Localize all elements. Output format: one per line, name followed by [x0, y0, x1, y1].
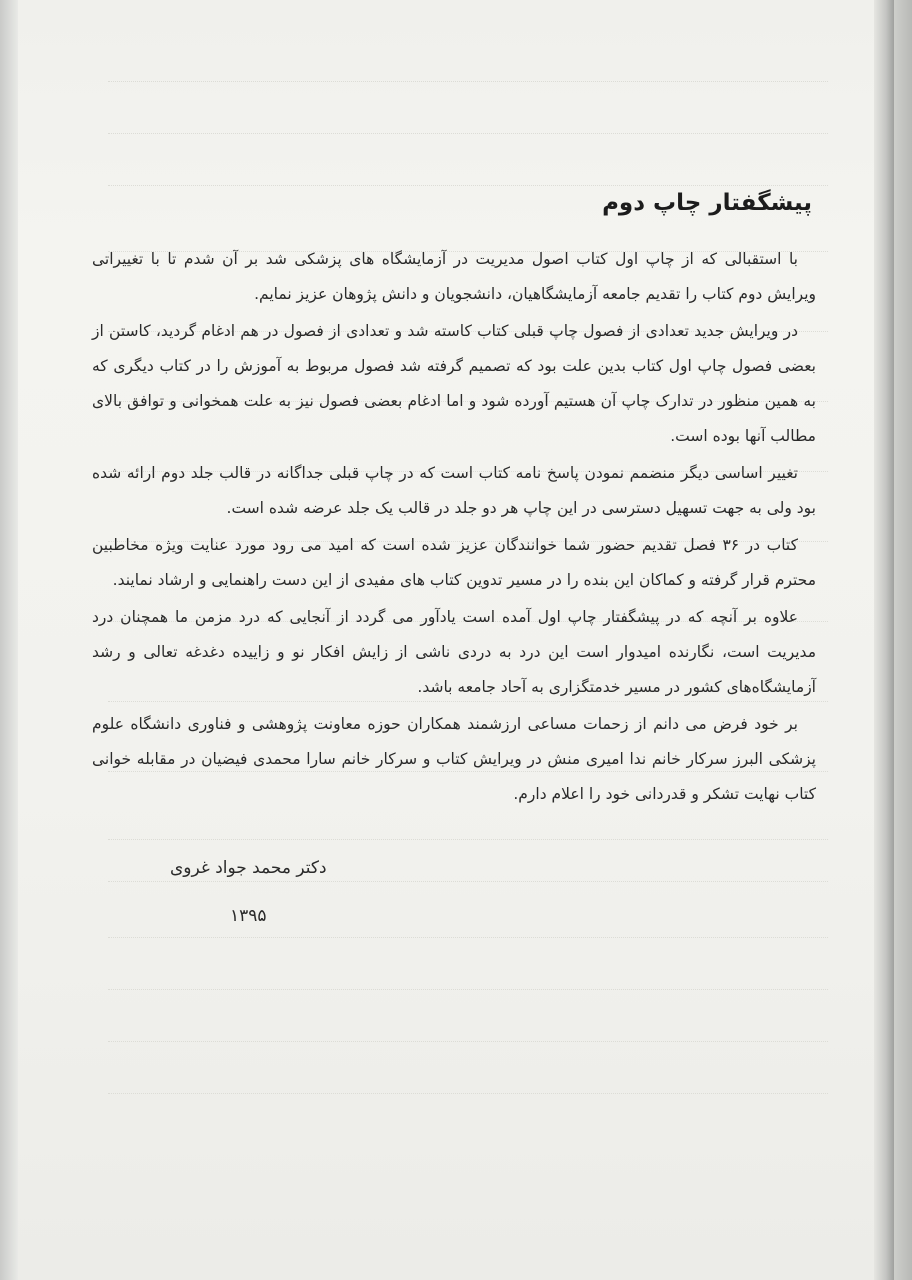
show-through-line — [108, 936, 828, 938]
paragraph: در ویرایش جدید تعدادی از فصول چاپ قبلی کتاب کاسته شد و تعدادی از فصول در هم ادغام گردید، کاستن از بعضی فصول چاپ اول کتاب بدین علت بود که تصمیم گرفته شد فصول مربوط به آموزش را در کتاب دیگری که به همین منظور در تدارک چاپ آن هستیم آورده شود و اما ادغام بعضی فصول نیز به علت همخوانی و توافق بالای مطالب آنها بوده است. — [92, 322, 816, 445]
show-through-line — [108, 988, 828, 990]
paragraph: با استقبالی که از چاپ اول کتاب اصول مدیریت در آزمایشگاه های پزشکی شد بر آن شدم تا با تغییراتی ویرایش دوم کتاب را تقدیم جامعه آزمایشگاهیان، دانشجویان و دانش پژوهان عزیز نمایم. — [92, 250, 816, 303]
page-title: پیشگفتار چاپ دوم — [602, 190, 812, 216]
signature-year: ۱۳۹۵ — [230, 906, 267, 926]
page-edge-shadow — [874, 0, 894, 1280]
show-through-line — [108, 80, 828, 82]
show-through-line — [108, 132, 828, 134]
show-through-line — [108, 1092, 828, 1094]
paragraph: علاوه بر آنچه که در پیشگفتار چاپ اول آمده است یادآور می گردد از آنجایی که درد مزمن ما همچنان درد مدیریت است، نگارنده امیدوار است این درد به دردی ناشی از زایش افکار نو و زاییده دغدغه تعالی و رشد آزمایشگاه‌های کشور در مسیر خدمتگزاری به آحاد جامعه باشد. — [92, 608, 816, 696]
paragraph: بر خود فرض می دانم از زحمات مساعی ارزشمند همکاران حوزه معاونت پژوهشی و فناوری دانشگاه علوم پزشکی البرز سرکار خانم ندا امیری منش در ویرایش کتاب و سرکار خانم سارا محمدی فیضیان در مقابله خوانی کتاب نهایت تشکر و قدردانی خود را اعلام دارم. — [92, 715, 816, 803]
paragraph: تغییر اساسی دیگر منضمم نمودن پاسخ نامه کتاب است که در چاپ قبلی جداگانه در قالب جلد دوم ارائه شده بود ولی به جهت تسهیل دسترسی در این چاپ هر دو جلد در قالب یک جلد عرضه شده است. — [92, 464, 816, 517]
show-through-line — [108, 880, 828, 882]
paragraph: کتاب در ۳۶ فصل تقدیم حضور شما خوانندگان عزیز شده است که امید می رود مورد عنایت ویژه مخاطبین محترم قرار گرفته و کماکان این بنده را در مسیر تدوین کتاب های مفیدی از این دست راهنمایی و ارشاد نمایند. — [92, 536, 816, 589]
show-through-line — [108, 1040, 828, 1042]
author-signature: دکتر محمد جواد غروی — [170, 858, 327, 878]
show-through-line — [108, 838, 828, 840]
preface-body — [92, 190, 816, 814]
show-through-line — [108, 184, 828, 186]
